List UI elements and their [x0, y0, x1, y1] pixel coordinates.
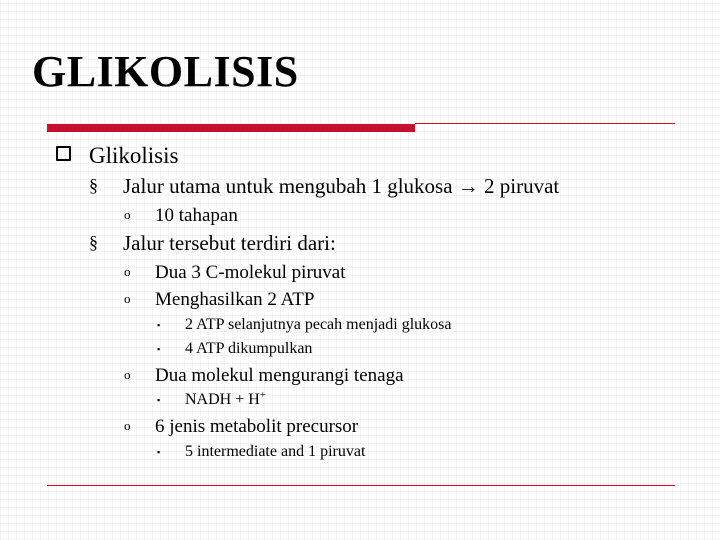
square-bullet-icon: ▪ — [157, 320, 161, 330]
square-bullet-icon: ▪ — [157, 395, 161, 405]
outline-item-metabolit: 6 jenis metabolit precursor — [155, 416, 359, 437]
outline-item-intermediate: 5 intermediate and 1 piruvat — [185, 443, 366, 460]
outline-item-10-tahapan: 10 tahapan — [155, 205, 238, 226]
section-bullet-icon: § — [89, 175, 98, 195]
outline-item-jalur-utama: Jalur utama untuk mengubah 1 glukosa → 2 piruvat — [123, 174, 560, 198]
footer-rule — [47, 485, 675, 486]
title-underline-thin — [415, 123, 675, 124]
square-bullet-icon: ▪ — [157, 344, 161, 354]
outline-item-piruvat: Dua 3 C-molekul piruvat — [155, 262, 346, 283]
circle-bullet-icon: o — [124, 418, 131, 433]
circle-bullet-icon: o — [124, 207, 131, 222]
slide-title: GLIKOLISIS — [32, 47, 299, 96]
nadh-text: NADH + H — [185, 391, 260, 408]
square-bullet-icon: ▪ — [157, 447, 161, 457]
outline-item-jalur-tersebut: Jalur tersebut terdiri dari: — [123, 231, 336, 255]
section-bullet-icon: § — [89, 232, 98, 252]
outline-item-mengurangi-tenaga: Dua molekul mengurangi tenaga — [155, 365, 404, 386]
outline-item-glikolisis: Glikolisis — [89, 143, 179, 168]
hollow-square-bullet-icon — [56, 146, 71, 161]
outline-item-2-atp: Menghasilkan 2 ATP — [155, 289, 315, 310]
circle-bullet-icon: o — [124, 264, 131, 279]
nadh-superscript: + — [259, 389, 267, 401]
outline-item-atp-pecah: 2 ATP selanjutnya pecah menjadi glukosa — [185, 316, 452, 333]
circle-bullet-icon: o — [124, 291, 131, 306]
circle-bullet-icon: o — [124, 367, 131, 382]
outline-item-nadh — [185, 389, 267, 408]
outline-item-atp-dikumpulkan: 4 ATP dikumpulkan — [185, 340, 313, 357]
title-underline-thick — [47, 124, 415, 132]
bullet-level0 — [56, 146, 71, 165]
